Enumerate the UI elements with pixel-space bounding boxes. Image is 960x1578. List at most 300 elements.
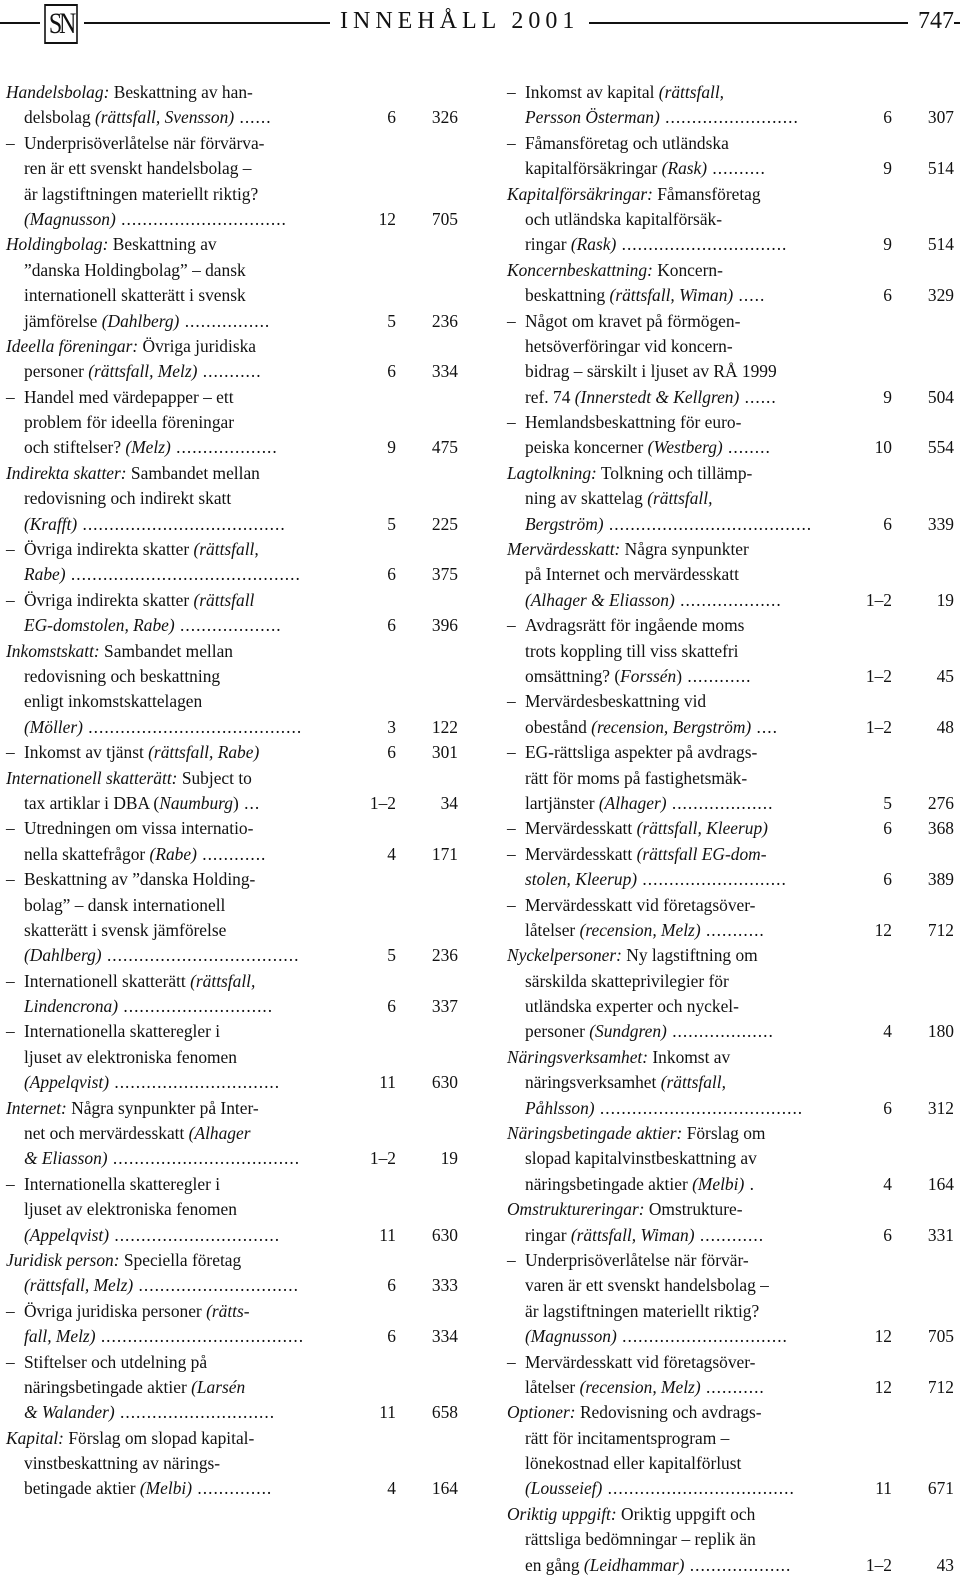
entry-line <box>507 994 954 1019</box>
entry-keyword: Nyckelpersoner: <box>507 945 622 966</box>
entry-line <box>507 207 954 232</box>
issue-number: 9 <box>883 386 892 407</box>
entry-line <box>6 1070 458 1095</box>
page-ref: 171 <box>431 843 458 864</box>
page-ref: 307 <box>927 107 954 128</box>
entry-text: personer <box>24 361 89 382</box>
entry-line <box>507 1248 954 1273</box>
entry-line <box>6 232 458 257</box>
index-entry <box>6 1426 458 1502</box>
issue-number: 6 <box>883 107 892 128</box>
entry-reference <box>336 207 458 232</box>
entry-text: Övriga juridiska <box>138 335 257 356</box>
entry-line <box>6 1350 458 1375</box>
index-subentry <box>507 131 954 182</box>
issue-number: 6 <box>387 615 396 636</box>
entry-text: Fåmansföretag <box>652 183 761 204</box>
entry-line <box>6 689 458 714</box>
index-entry <box>6 766 458 817</box>
entry-source: (Westberg) <box>647 437 723 458</box>
issue-number: 6 <box>883 285 892 306</box>
entry-reference <box>832 283 954 308</box>
entry-source: Bergström) <box>525 513 604 534</box>
entry-text: nella skattefrågor <box>24 843 150 864</box>
page-ref: 514 <box>927 158 954 179</box>
page-ref: 334 <box>431 1326 458 1347</box>
issue-number: 9 <box>883 158 892 179</box>
entry-text: och stiftelser? <box>24 437 126 458</box>
entry-source: (Rask) <box>661 158 708 179</box>
index-subentry <box>507 1248 954 1350</box>
subentry-dash: – <box>507 132 516 153</box>
entry-line <box>6 1019 458 1044</box>
entry-reference <box>832 1223 954 1248</box>
entry-line <box>6 309 458 334</box>
subentry-dash: – <box>6 818 15 839</box>
entry-line <box>507 1096 954 1121</box>
entry-text: bidrag – särskilt i ljuset av RÅ 1999 <box>525 361 777 382</box>
index-subentry <box>6 385 458 461</box>
page-ref: 236 <box>431 310 458 331</box>
entry-line <box>507 359 954 384</box>
index-subentry <box>6 816 458 867</box>
issue-number: 6 <box>883 1224 892 1245</box>
leader-dots: ............................... <box>109 1224 281 1245</box>
entry-line <box>507 639 954 664</box>
entry-line <box>507 105 954 130</box>
page-ref: 337 <box>431 996 458 1017</box>
entry-text: ringar <box>525 1224 571 1245</box>
index-subentry <box>6 588 458 639</box>
entry-line <box>6 1400 458 1425</box>
entry-text: Internationell skatterätt <box>24 970 191 991</box>
entry-line <box>507 131 954 156</box>
issue-number: 10 <box>874 437 892 458</box>
entry-line <box>6 410 458 435</box>
issue-number: 1–2 <box>865 716 892 737</box>
entry-text: på Internet och mervärdesskatt <box>525 564 739 585</box>
subentry-dash: – <box>6 132 15 153</box>
entry-line <box>6 461 458 486</box>
entry-line <box>6 435 458 460</box>
entry-line <box>6 1476 458 1501</box>
issue-number: 12 <box>378 208 396 229</box>
entry-line <box>6 1451 458 1476</box>
entry-line <box>6 816 458 841</box>
subentry-dash: – <box>6 1300 15 1321</box>
subentry-dash: – <box>6 1173 15 1194</box>
page-ref: 705 <box>431 208 458 229</box>
page-ref: 339 <box>927 513 954 534</box>
entry-reference <box>336 562 458 587</box>
index-subentry <box>507 80 954 131</box>
entry-line <box>6 1045 458 1070</box>
subentry-dash: – <box>6 742 15 763</box>
entry-keyword: Handelsbolag: <box>6 82 110 102</box>
entry-text: betingade aktier <box>24 1478 140 1499</box>
entry-text: Hemlandsbeskattning för euro- <box>525 412 742 433</box>
page-ref: 389 <box>927 869 954 890</box>
issue-number: 12 <box>874 919 892 940</box>
entry-text: skatterätt i svensk jämförelse <box>24 919 227 940</box>
entry-line <box>507 1375 954 1400</box>
entry-text: Sambandet mellan <box>99 640 233 661</box>
issue-number: 6 <box>883 869 892 890</box>
entry-text: varen är ett svenskt handelsbolag – <box>525 1275 769 1296</box>
index-subentry <box>507 1350 954 1401</box>
entry-text: Redovisning och avdrags- <box>575 1402 762 1423</box>
entry-line <box>507 588 954 613</box>
entry-line <box>507 562 954 587</box>
issue-number: 6 <box>387 564 396 585</box>
entry-line <box>6 918 458 943</box>
entry-reference <box>832 1172 954 1197</box>
entry-line <box>507 1146 954 1171</box>
subentry-dash: – <box>6 869 15 890</box>
entry-source: Forssén <box>620 665 677 686</box>
issue-number: 6 <box>387 361 396 382</box>
index-subentry <box>6 1019 458 1095</box>
entry-reference <box>832 1375 954 1400</box>
issue-number: 6 <box>883 818 892 839</box>
entry-text: Övriga juridiska personer <box>24 1300 207 1321</box>
entry-text: bolag” – dansk internationell <box>24 894 226 915</box>
leader-dots: ...................................... <box>95 1326 305 1347</box>
leader-dots: ............................... <box>115 208 287 229</box>
entry-source: (Innerstedt & Kellgren) <box>574 386 740 407</box>
entry-text: ren är ett svenskt handelsbolag – <box>24 158 252 179</box>
page-ref: 475 <box>431 437 458 458</box>
issue-number: 4 <box>883 1021 892 1042</box>
page-ref: 326 <box>431 107 458 128</box>
entry-source: stolen, Kleerup) <box>525 869 638 890</box>
entry-line <box>507 283 954 308</box>
entry-reference <box>336 943 458 968</box>
entry-line <box>6 791 458 816</box>
entry-source: (rättsfall, <box>647 488 713 509</box>
subentry-dash: – <box>507 742 516 763</box>
leader-dots: ............................... <box>616 234 788 255</box>
page-ref: 514 <box>927 234 954 255</box>
entry-text: kapitalförsäkringar <box>525 158 662 179</box>
entry-reference <box>336 1070 458 1095</box>
entry-line <box>507 1502 954 1527</box>
page-ref: 658 <box>431 1402 458 1423</box>
entry-text: Något om kravet på förmögen- <box>525 310 741 331</box>
entry-reference <box>832 156 954 181</box>
index-entry <box>507 537 954 613</box>
index-subentry <box>6 1350 458 1426</box>
entry-text: Inkomst av tjänst <box>24 742 149 763</box>
index-entry <box>6 1096 458 1172</box>
entry-line <box>507 1273 954 1298</box>
entry-line <box>507 766 954 791</box>
entry-line <box>507 512 954 537</box>
entry-text: Ny lagstiftning om <box>621 945 758 966</box>
issue-number: 11 <box>379 1224 396 1245</box>
entry-text: Oriktig uppgift och <box>616 1503 756 1524</box>
index-entry <box>507 258 954 309</box>
entry-text: Speciella företag <box>119 1249 242 1270</box>
leader-dots: ............ <box>196 843 267 864</box>
entry-line <box>6 80 458 105</box>
entry-text: trots koppling till viss skattefri <box>525 640 739 661</box>
entry-text: näringsverksamhet <box>525 1072 661 1093</box>
page-ref: 276 <box>927 792 954 813</box>
entry-line <box>6 613 458 638</box>
entry-keyword: Koncernbeskattning: <box>507 259 653 280</box>
entry-line <box>507 1070 954 1095</box>
entry-line <box>6 1223 458 1248</box>
entry-keyword: Holdingbolag: <box>6 234 109 255</box>
issue-number: 9 <box>883 234 892 255</box>
entry-line <box>507 435 954 460</box>
entry-line <box>507 740 954 765</box>
entry-line <box>507 918 954 943</box>
entry-line <box>507 1426 954 1451</box>
entry-text: Några synpunkter <box>620 539 749 560</box>
entry-text: enligt inkomstskattelagen <box>24 691 203 712</box>
leader-dots: ................... <box>174 615 282 636</box>
entry-line <box>6 715 458 740</box>
entry-text: Mervärdesskatt vid företagsöver- <box>525 1351 756 1372</box>
index-subentry <box>6 537 458 588</box>
entry-line <box>6 512 458 537</box>
entry-reference <box>832 1324 954 1349</box>
entry-line <box>507 232 954 257</box>
page-ref: 19 <box>440 1148 458 1169</box>
entry-source: (rättsfall, <box>660 1072 726 1093</box>
issue-number: 5 <box>387 945 396 966</box>
entry-text: låtelser <box>525 919 580 940</box>
entry-source: Persson Österman) <box>525 107 660 128</box>
subentry-dash: – <box>6 589 15 610</box>
page-ref: 671 <box>927 1478 954 1499</box>
entry-reference <box>336 1476 458 1501</box>
issue-number: 1–2 <box>865 1554 892 1575</box>
entry-text: ljuset av elektroniska fenomen <box>24 1199 237 1220</box>
leader-dots: ...................................... <box>594 1097 804 1118</box>
entry-text: näringsbetingade aktier <box>525 1173 693 1194</box>
entry-text: Inkomst av <box>648 1046 731 1067</box>
entry-line <box>6 283 458 308</box>
page-ref: 368 <box>927 818 954 839</box>
entry-line <box>507 867 954 892</box>
entry-source: (Magnusson) <box>525 1326 617 1347</box>
page-ref: 34 <box>440 792 458 813</box>
entry-line <box>507 258 954 283</box>
entry-source: (rättsfall, Wiman) <box>570 1224 695 1245</box>
entry-source: (rätts- <box>206 1300 250 1321</box>
issue-number: 4 <box>387 1478 396 1499</box>
entry-text: Beskattning av ”danska Holding- <box>24 869 256 890</box>
entry-source: Naumburg <box>159 792 233 813</box>
subentry-dash: – <box>507 310 516 331</box>
entry-line <box>6 893 458 918</box>
leader-dots: ........... <box>700 919 765 940</box>
entry-source: (Alhager) <box>598 792 667 813</box>
index-subentry <box>507 740 954 816</box>
entry-reference <box>832 664 954 689</box>
journal-logo: SN <box>44 4 78 44</box>
leader-dots: ...... <box>234 107 272 128</box>
entry-text: ) <box>233 792 239 813</box>
entry-reference <box>336 1223 458 1248</box>
entry-line <box>507 1553 954 1578</box>
leader-dots: .................................... <box>101 945 300 966</box>
entry-source: (rättsfall, Svensson) <box>95 107 235 128</box>
entry-source: (Rask) <box>570 234 617 255</box>
subentry-dash: – <box>6 539 15 560</box>
entry-text: Avdragsrätt för ingående moms <box>525 615 745 636</box>
entry-line <box>6 486 458 511</box>
leader-dots: ........... <box>197 361 262 382</box>
header-rule-left <box>0 22 40 24</box>
entry-text: omsättning? ( <box>525 665 621 686</box>
entry-reference <box>336 309 458 334</box>
leader-dots: ........................................ <box>82 716 303 737</box>
entry-source: (Magnusson) <box>24 208 116 229</box>
entry-source: (recension, Melz) <box>579 1376 701 1397</box>
entry-source: (Dahlberg) <box>24 945 102 966</box>
index-entry <box>507 461 954 537</box>
page-ref: 122 <box>431 716 458 737</box>
index-entry <box>507 1045 954 1121</box>
entry-text: Förslag om <box>682 1123 766 1144</box>
subentry-dash: – <box>507 843 516 864</box>
entry-text: är lagstiftningen materiellt riktig? <box>24 183 259 204</box>
entry-text: rätt för incitamentsprogram – <box>525 1427 730 1448</box>
entry-reference <box>832 105 954 130</box>
leader-dots: .......... <box>707 158 766 179</box>
entry-reference <box>336 1273 458 1298</box>
leader-dots: .............. <box>192 1478 273 1499</box>
entry-line <box>507 1527 954 1552</box>
entry-reference <box>832 1553 954 1578</box>
leader-dots: ............................ <box>118 996 274 1017</box>
page-ref: 236 <box>431 945 458 966</box>
index-subentry <box>6 1299 458 1350</box>
entry-line <box>6 943 458 968</box>
entry-reference <box>832 512 954 537</box>
leader-dots: ........ <box>722 437 771 458</box>
subentry-dash: – <box>507 1249 516 1270</box>
entry-text: Beskattning av han- <box>109 82 253 102</box>
entry-source: (recension, Melz) <box>579 919 701 940</box>
entry-text: Omstrukture- <box>644 1199 743 1220</box>
index-column-right <box>507 80 954 1578</box>
subentry-dash: – <box>507 894 516 915</box>
entry-line <box>507 1324 954 1349</box>
entry-line <box>507 182 954 207</box>
page-ref: 504 <box>927 386 954 407</box>
entry-line <box>507 1223 954 1248</box>
entry-line <box>6 1248 458 1273</box>
index-column-left <box>6 80 458 1502</box>
leader-dots: ................................... <box>602 1478 795 1499</box>
entry-reference <box>336 842 458 867</box>
entry-line <box>507 1197 954 1222</box>
entry-line <box>6 182 458 207</box>
subentry-dash: – <box>507 691 516 712</box>
entry-line <box>6 359 458 384</box>
entry-line <box>6 740 458 765</box>
entry-source: (Leidhammar) <box>583 1554 685 1575</box>
entry-source: (rättsfall, <box>658 82 725 102</box>
index-entry <box>6 1248 458 1299</box>
entry-source: (Melbi) <box>139 1478 193 1499</box>
issue-number: 4 <box>387 843 396 864</box>
entry-line <box>507 537 954 562</box>
index-subentry <box>6 1172 458 1248</box>
entry-source: (Möller) <box>24 716 83 737</box>
entry-text: problem för ideella föreningar <box>24 412 235 433</box>
leader-dots: ................... <box>666 792 774 813</box>
index-subentry <box>507 613 954 689</box>
entry-text: net och mervärdesskatt <box>24 1123 189 1144</box>
index-entry <box>6 639 458 741</box>
entry-reference <box>832 791 954 816</box>
index-subentry <box>507 816 954 841</box>
entry-text: redovisning och beskattning <box>24 665 221 686</box>
page-ref: 43 <box>936 1554 954 1575</box>
entry-reference <box>336 435 458 460</box>
leader-dots: ................... <box>684 1554 792 1575</box>
page-ref: 630 <box>431 1072 458 1093</box>
index-subentry <box>507 689 954 740</box>
entry-line <box>507 893 954 918</box>
page-ref: 329 <box>927 285 954 306</box>
page-ref: 19 <box>936 589 954 610</box>
entry-source: (rättsfall, Melz) <box>88 361 198 382</box>
entry-text: EG-rättsliga aspekter på avdrags- <box>525 742 758 763</box>
issue-number: 6 <box>387 107 396 128</box>
leader-dots: ..... <box>733 285 766 306</box>
page-ref: 712 <box>927 919 954 940</box>
entry-text: Övriga indirekta skatter <box>24 589 194 610</box>
entry-reference <box>336 512 458 537</box>
index-subentry <box>507 893 954 944</box>
issue-number: 1–2 <box>369 792 396 813</box>
entry-text: Underprisöverlåtelse när förvär- <box>525 1249 749 1270</box>
issue-number: 1–2 <box>865 665 892 686</box>
section-title: INNEHÅLL 2001 <box>330 6 589 36</box>
issue-number: 6 <box>387 996 396 1017</box>
entry-line <box>507 943 954 968</box>
page-ref: 630 <box>431 1224 458 1245</box>
entry-line <box>507 410 954 435</box>
entry-reference <box>336 740 458 765</box>
issue-number: 6 <box>387 1275 396 1296</box>
entry-text: ringar <box>525 234 571 255</box>
entry-line <box>6 1375 458 1400</box>
index-entry <box>6 232 458 334</box>
page-ref: 45 <box>936 665 954 686</box>
entry-source: (Alhager & Eliasson) <box>525 589 675 610</box>
entry-reference <box>832 1476 954 1501</box>
leader-dots: ... <box>238 792 261 813</box>
entry-text: ning av skattelag <box>525 488 648 509</box>
issue-number: 6 <box>387 1326 396 1347</box>
leader-dots: ................... <box>170 437 278 458</box>
leader-dots: ............................. <box>114 1402 276 1423</box>
subentry-dash: – <box>507 818 516 839</box>
entry-text: ) <box>676 665 682 686</box>
entry-text: Mervärdesskatt <box>525 843 637 864</box>
entry-keyword: Mervärdesskatt: <box>507 539 621 560</box>
page-number: 747 <box>908 6 954 36</box>
index-subentry <box>507 842 954 893</box>
